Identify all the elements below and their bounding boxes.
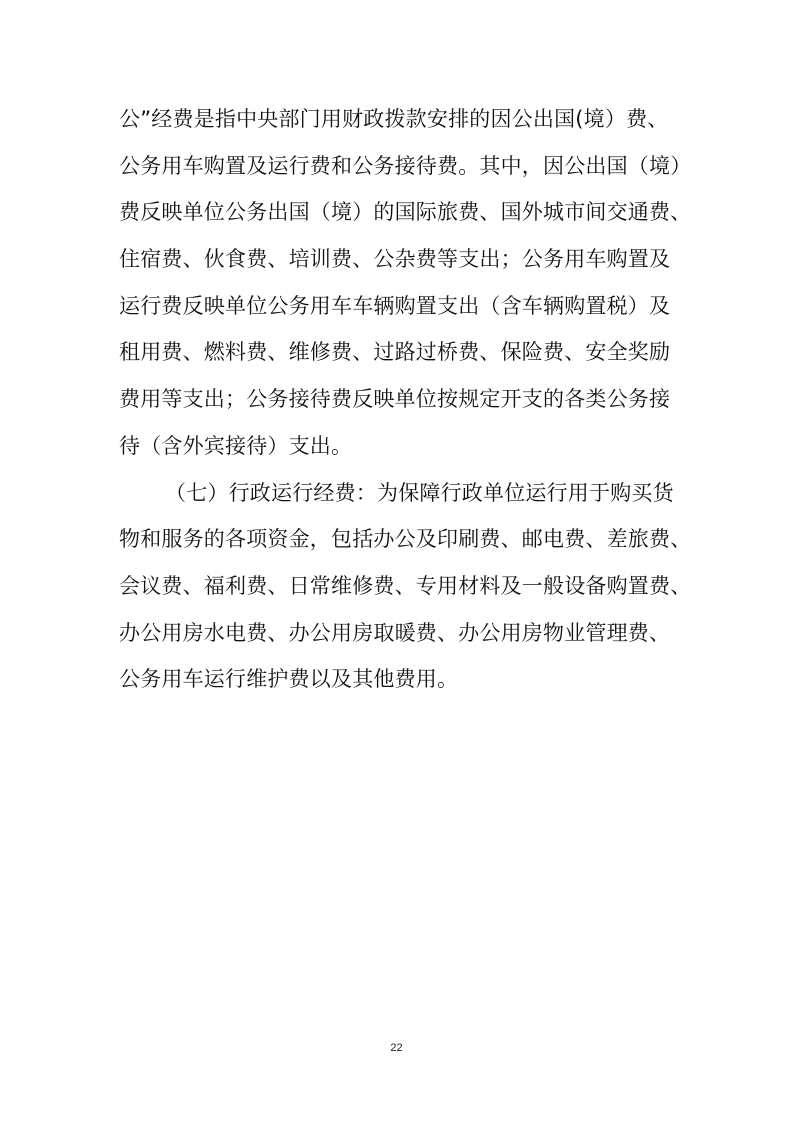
text-line: 公”经费是指中央部门用财政拨款安排的因公出国(境）费、: [119, 107, 669, 131]
paragraph-start-line: （七）行政运行经费：为保障行政单位运行用于购买货: [165, 480, 674, 505]
text-line: 费反映单位公务出国（境）的国际旅费、国外城市间交通费、: [119, 200, 692, 225]
text-line: 租用费、燃料费、维修费、过路过桥费、保险费、安全奖励: [119, 340, 671, 365]
text-line: 费用等支出；公务接待费反映单位按规定开支的各类公务接: [119, 387, 671, 412]
text-line: 待（含外宾接待）支出。: [119, 433, 353, 458]
body-text: [119, 96, 692, 703]
text-line: 办公用房水电费、办公用房取暖费、办公用房物业管理费、: [119, 620, 671, 645]
text-line: 运行费反映单位公务用车车辆购置支出（含车辆购置税）及: [119, 293, 671, 318]
page-number: 22: [390, 1042, 403, 1054]
text-line: 物和服务的各项资金，包括办公及印刷费、邮电费、差旅费、: [119, 527, 692, 552]
text-line: 住宿费、伙食费、培训费、公杂费等支出；公务用车购置及: [119, 247, 671, 272]
text-line: 公务用车购置及运行费和公务接待费。其中，因公出国（境）: [119, 153, 692, 178]
text-line: 会议费、福利费、日常维修费、专用材料及一般设备购置费、: [119, 573, 692, 598]
text-line: 公务用车运行维护费以及其他费用。: [119, 667, 459, 692]
